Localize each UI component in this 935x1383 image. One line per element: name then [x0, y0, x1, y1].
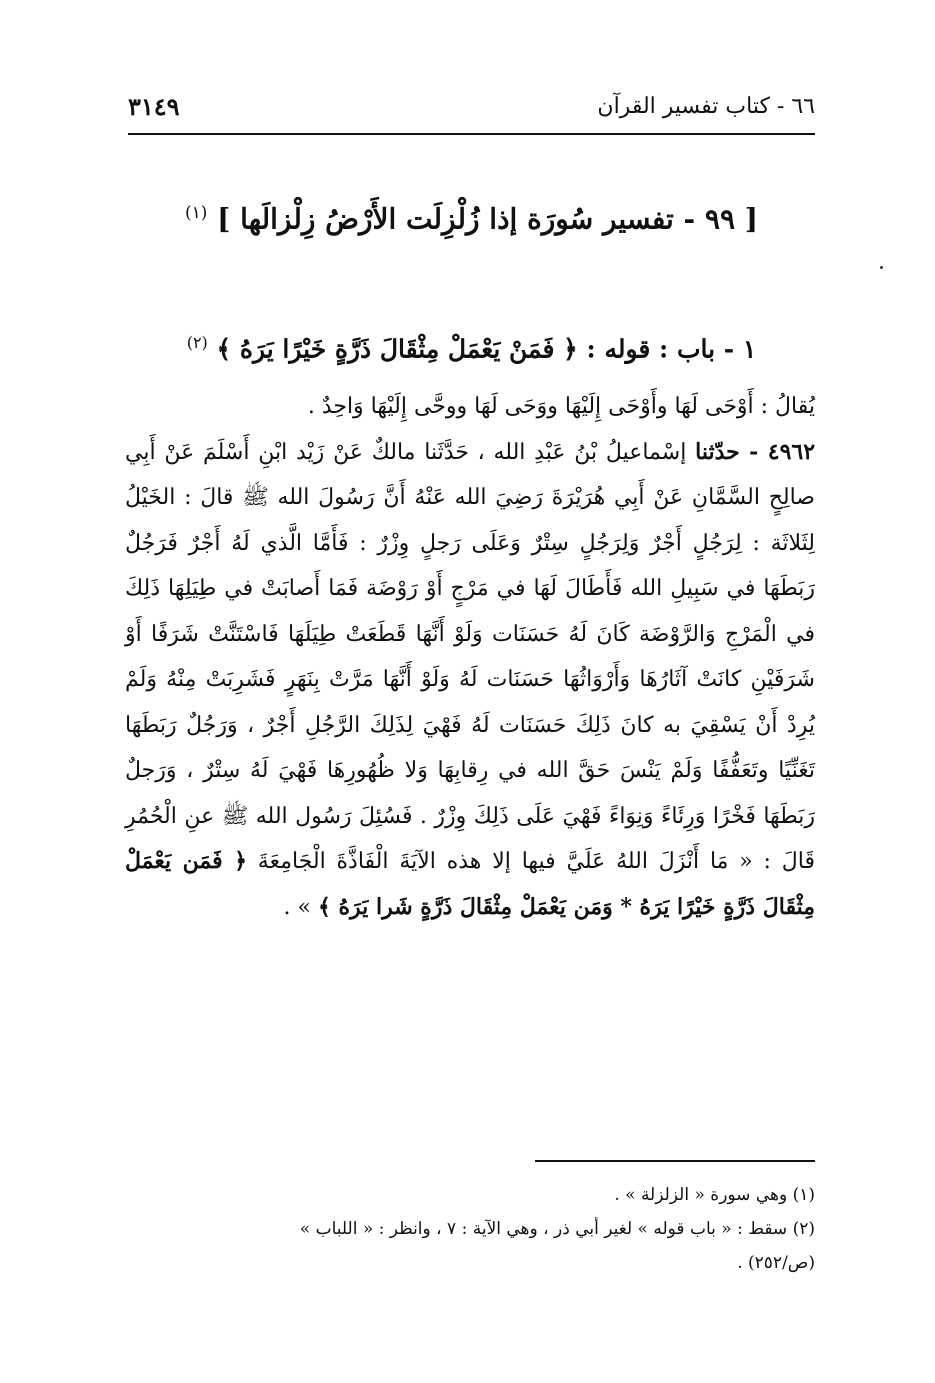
intro-paragraph: يُقالُ : أَوْحَى لَهَا وأَوْحَى إِلَيْهَا ووَحَى لَهَا ووحَّى إِلَيْهَا وَاحِدٌ . — [307, 394, 815, 419]
margin-dot — [880, 266, 883, 269]
footnote-ref-2: (٢) — [186, 333, 208, 352]
header-title: ٦٦ - كتاب تفسير القرآن — [597, 93, 815, 119]
hadith-paragraph — [125, 430, 815, 931]
chapter-heading-text: ١ - باب : قوله : ﴿ فَمَنْ يَعْمَلْ مِثْقَالَ ذَرَّةٍ خَيْرًا يَرَهُ ﴾ — [216, 334, 757, 364]
main-text — [125, 384, 815, 930]
footnote-1: (١) وهي سورة « الزلزلة » . — [614, 1185, 815, 1205]
hadith-text: إسْماعيلُ بْنُ عَبْدِ الله ، حَدَّثَنا مالكٌ عَنْ زَيْد ابْنِ أَسْلَمَ عَنْ أَبِي صالِحٍ السَّمَّانِ عَنْ أَبِي هُرَيْرَةَ رَضِيَ الله عَنْهُ أَنَّ رَسُولَ الله ﷺ قالَ : الخَيْلُ لِثَلاثَة : لِرَجُلٍ أَجْرٌ وَلِرَجُلٍ سِتْرٌ وَعَلَى رَجلٍ وِزْرٌ : فَأَمَّا الَّذي لَهُ أَجْرٌ فَرَجُلٌ رَبَطَهَا في سَبِيلِ الله فَأَطَالَ لَهَا في مَرْجٍ أَوْ رَوْضَة فَمَا أَصابَتْ في طِيَلِهَا ذَلِكَ في الْمَرْجِ وَالرَّوْضَة كَانَ لَهُ حَسَنَات وَلَوْ أَنَّهَا قَطَعَتْ طِيَلَهَا فَاسْتَنَّتْ شَرَفًا أَوْ شَرَفَيْنِ كانَتْ آثَارُهَا وَأَرْوَاثُهَا حَسَنَات لَهُ وَلَوْ أَنَّهَا مَرَّتْ بِنَهَرٍ فَشَرِبَتْ مِنْهُ وَلَمْ يُرِدْ أَنْ يَسْقِيَ به كانَ ذَلِكَ حَسَنَات لَهُ فَهْيَ لِذَلِكَ الرَّجُلِ أَجْرٌ ، وَرَجُلٌ رَبَطَهَا تَغَنِّيًا وتَعَفُّفًا وَلَمْ يَنْسَ حَقَّ الله في رِقابِهَا وَلا ظُهُورِهَا فَهْيَ لَهُ سِتْرٌ ، وَرَجلٌ رَبَطَهَا فَخْرًا وَرِئَاءً وَنِوَاءً فَهْيَ عَلَى ذَلِكَ وِزْرٌ . فَسُئِلَ رَسُول الله ﷺ عنِ الْحُمُرِ قَالَ : « مَا أَنْزَلَ اللهُ عَلَيَّ فيها إلا هذه الآيَةَ الْفَاذَّةَ الْجَامِعَةَ — [125, 439, 815, 874]
footnote-ref-1: (١) — [185, 203, 208, 223]
hadith-number: ٤٩٦٢ - حدّثنا — [695, 438, 816, 465]
hadith-end: » . — [283, 894, 311, 920]
chapter-heading — [128, 320, 815, 372]
running-header — [128, 86, 815, 126]
footnotes — [125, 1178, 815, 1280]
header-divider — [128, 133, 815, 135]
page-number: ٣١٤٩ — [128, 91, 180, 121]
footnote-divider — [535, 1160, 815, 1162]
surah-title — [128, 188, 815, 244]
surah-title-text: [ ٩٩ - تفسير سُورَة إذا زُلْزِلَت الأَرْضُ زِلْزالَها ] — [217, 202, 758, 236]
footnote-2: (٢) سقط : « باب قوله » لغير أبي ذر ، وهي الآية : ٧ ، وانظر : « اللباب » — [299, 1219, 815, 1239]
hadith-quran-quote: ﴿ فَمَن يَعْمَلْ مِثْقَالَ ذَرَّةٍ خَيْرًا يَرَهُ * وَمَن يَعْمَلْ مِثْقَالَ ذَرَّةٍ شَرا يَرَهُ ﴾ — [125, 848, 815, 920]
footnote-2-cont: (ص/٢٥٢) . — [737, 1253, 815, 1273]
